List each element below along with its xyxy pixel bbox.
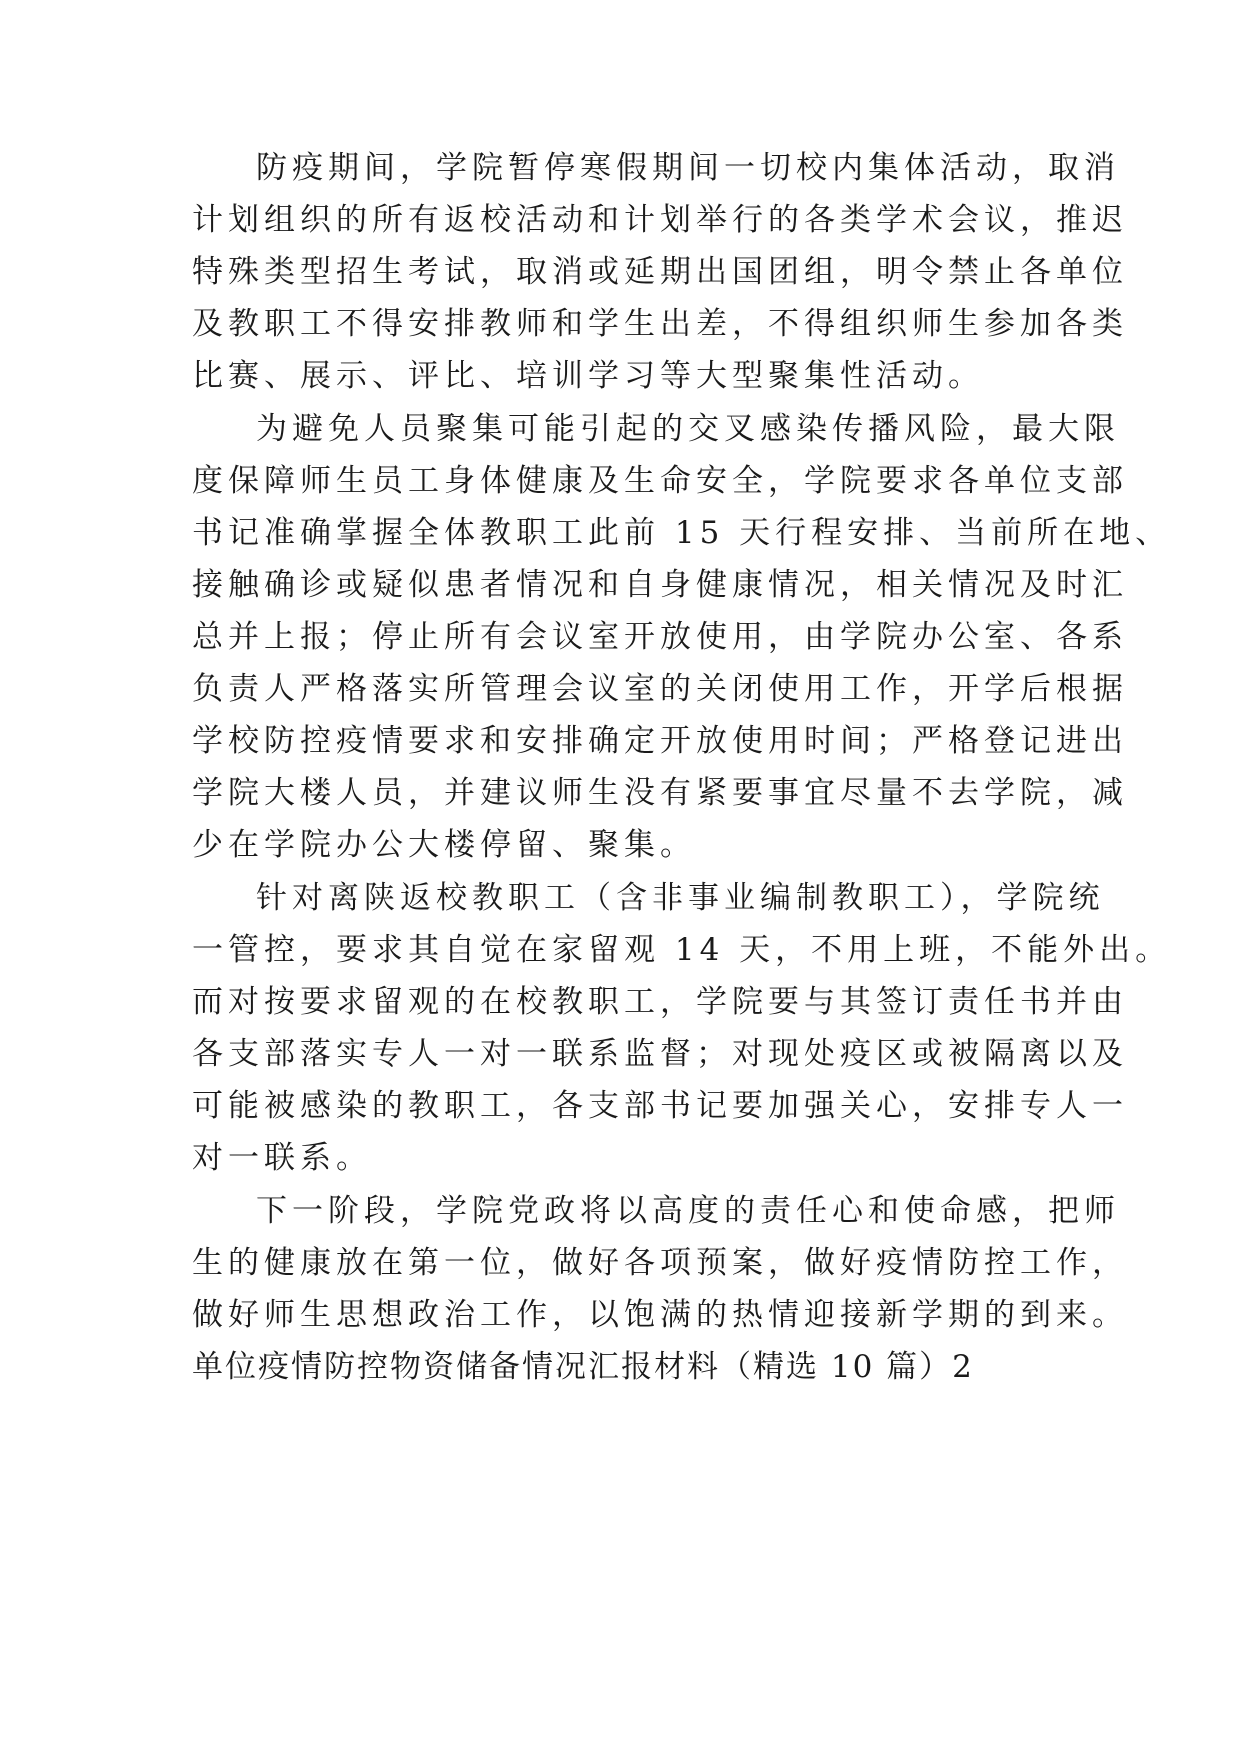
paragraph-3-line-3: 而对按要求留观的在校教职工，学院要与其签订责任书并由 (192, 984, 1128, 1020)
paragraph-1-line-1: 防疫期间，学院暂停寒假期间一切校内集体活动，取消 (256, 150, 1120, 186)
section-heading: 单位疫情防控物资储备情况汇报材料（精选 10 篇）2 (192, 1349, 974, 1385)
paragraph-2-line-9: 少在学院办公大楼停留、聚集。 (192, 827, 696, 863)
paragraph-2-line-3: 书记准确掌握全体教职工此前 15 天行程安排、当前所在地、 (192, 515, 1172, 551)
paragraph-3-line-1: 针对离陕返校教职工（含非事业编制教职工），学院统 (256, 880, 1105, 916)
paragraph-2-line-8: 学院大楼人员，并建议师生没有紧要事宜尽量不去学院，减 (192, 775, 1128, 811)
paragraph-3-line-5: 可能被感染的教职工，各支部书记要加强关心，安排专人一 (192, 1088, 1128, 1124)
paragraph-4-line-2: 生的健康放在第一位，做好各项预案，做好疫情防控工作， (192, 1245, 1128, 1281)
paragraph-4-line-1: 下一阶段，学院党政将以高度的责任心和使命感，把师 (256, 1193, 1120, 1229)
paragraph-3-line-4: 各支部落实专人一对一联系监督；对现处疫区或被隔离以及 (192, 1036, 1128, 1072)
paragraph-2-line-5: 总并上报；停止所有会议室开放使用，由学院办公室、各系 (192, 619, 1128, 655)
paragraph-2-line-1: 为避免人员聚集可能引起的交叉感染传播风险，最大限 (256, 411, 1120, 447)
paragraph-3-line-6: 对一联系。 (192, 1140, 372, 1176)
paragraph-4-line-3: 做好师生思想政治工作，以饱满的热情迎接新学期的到来。 (192, 1297, 1128, 1333)
paragraph-2-line-6: 负责人严格落实所管理会议室的关闭使用工作，开学后根据 (192, 671, 1128, 707)
paragraph-1-line-5: 比赛、展示、评比、培训学习等大型聚集性活动。 (192, 358, 984, 394)
paragraph-2-line-7: 学校防控疫情要求和安排确定开放使用时间；严格登记进出 (192, 723, 1128, 759)
paragraph-1-line-4: 及教职工不得安排教师和学生出差，不得组织师生参加各类 (192, 306, 1128, 342)
paragraph-1-line-3: 特殊类型招生考试，取消或延期出国团组，明令禁止各单位 (192, 254, 1128, 290)
paragraph-2-line-2: 度保障师生员工身体健康及生命安全，学院要求各单位支部 (192, 463, 1128, 499)
paragraph-1-line-2: 计划组织的所有返校活动和计划举行的各类学术会议，推迟 (192, 202, 1128, 238)
paragraph-3-line-2: 一管控，要求其自觉在家留观 14 天，不用上班，不能外出。 (192, 932, 1172, 968)
paragraph-2-line-4: 接触确诊或疑似患者情况和自身健康情况，相关情况及时汇 (192, 567, 1128, 603)
